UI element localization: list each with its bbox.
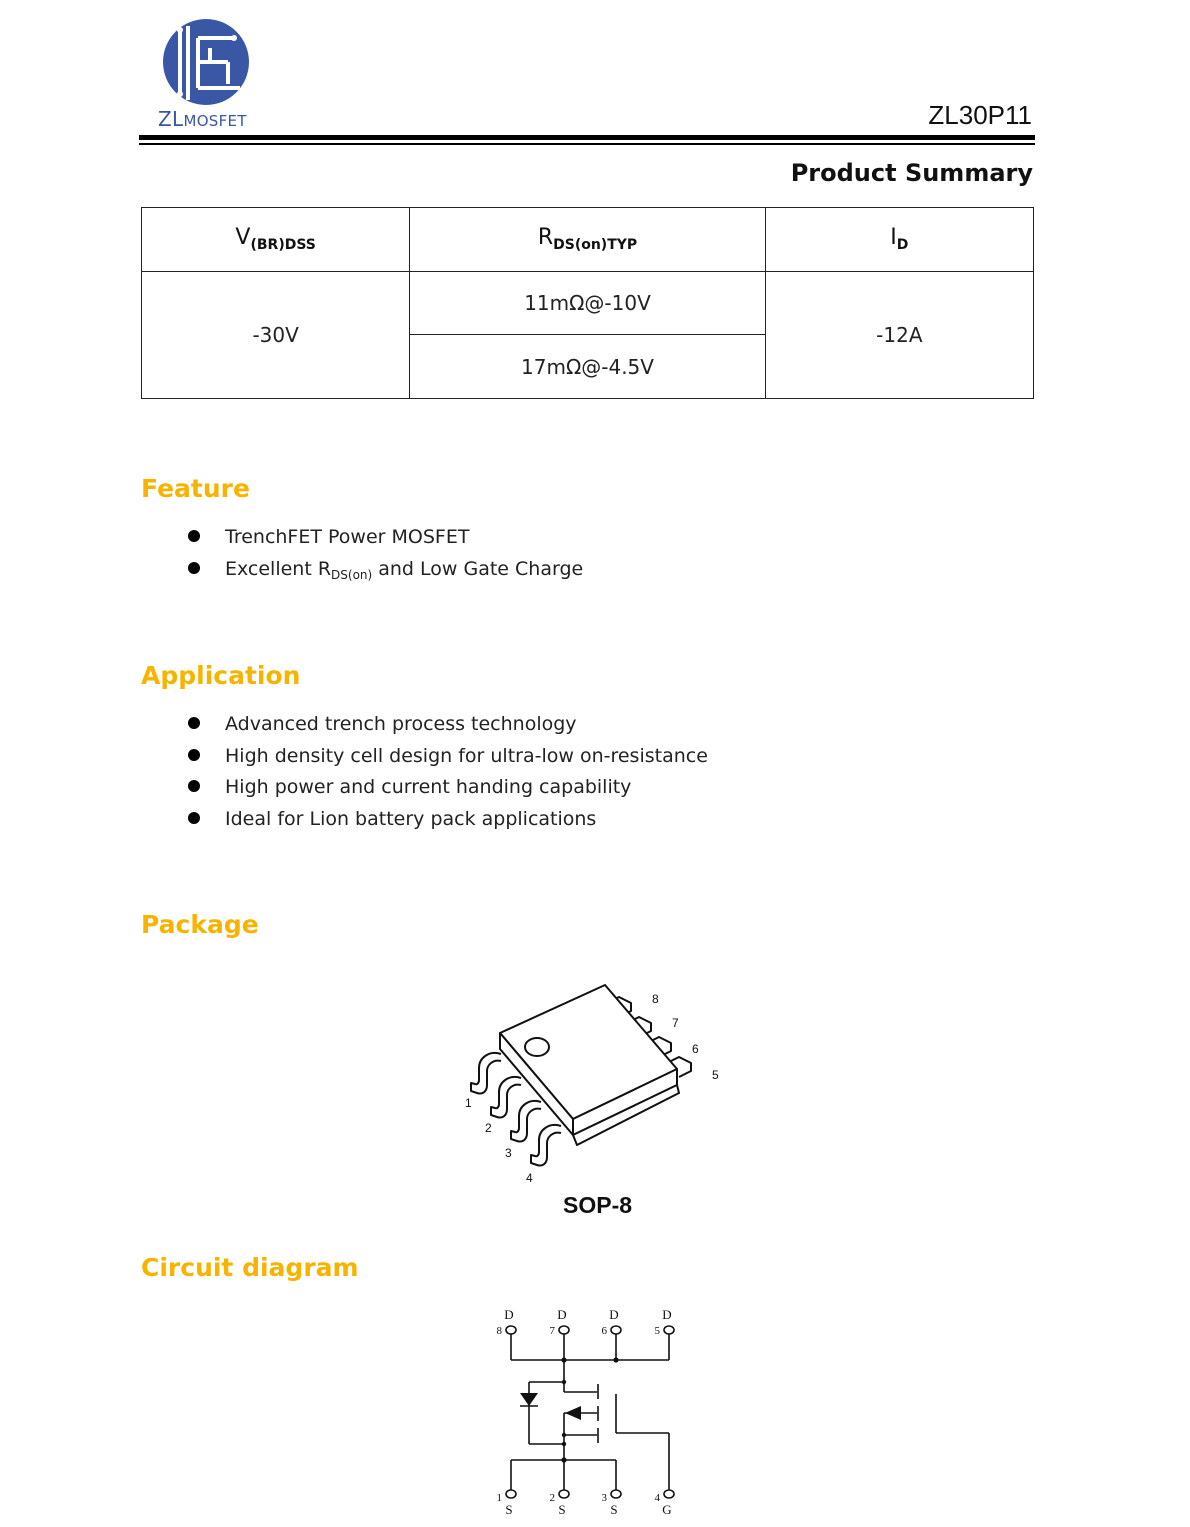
package-heading: Package xyxy=(141,910,259,939)
pin-name: S xyxy=(505,1502,513,1517)
pin-number: 6 xyxy=(601,1325,607,1337)
pin-number: 5 xyxy=(654,1325,660,1337)
bullet-icon xyxy=(188,780,200,792)
pin-label: 8 xyxy=(652,992,659,1006)
feature-list xyxy=(186,525,583,588)
bullet-icon xyxy=(188,717,200,729)
application-heading: Application xyxy=(141,661,301,690)
package-label: SOP-8 xyxy=(563,1192,633,1218)
header-rule-thin xyxy=(139,143,1035,145)
header-id: $I_D$ xyxy=(765,208,1033,272)
product-summary-title: Product Summary xyxy=(790,159,1033,187)
list-item: High density cell design for ultra-low on-resistance xyxy=(186,744,708,776)
pin-name: S xyxy=(558,1502,566,1517)
value-rdson-4v5: 17mΩ@-4.5V xyxy=(410,335,765,399)
header-rdson: $R_{DS(on)TYP}$ xyxy=(410,208,765,272)
pin-label: 7 xyxy=(672,1016,679,1030)
value-vbrdss: -30V xyxy=(142,271,410,398)
pin-number: 3 xyxy=(601,1492,607,1504)
sop8-package-drawing xyxy=(455,975,735,1200)
bullet-icon xyxy=(188,562,200,574)
value-id: -12A xyxy=(765,271,1033,398)
pin-label: 4 xyxy=(526,1171,533,1185)
pin-name: D xyxy=(504,1307,514,1322)
pin-label: 5 xyxy=(712,1068,719,1082)
pin-label: 1 xyxy=(465,1096,472,1110)
pin-name: D xyxy=(609,1307,619,1322)
header-vbrdss: $V_{(BR)DSS}$ xyxy=(142,208,410,272)
circuit-diagram-heading: Circuit diagram xyxy=(141,1253,359,1282)
pin-number: 8 xyxy=(496,1325,502,1337)
product-summary-table xyxy=(141,207,1034,399)
list-item: Advanced trench process technology xyxy=(186,712,708,744)
pin-name: S xyxy=(610,1502,618,1517)
channel-arrow-icon xyxy=(565,1406,581,1420)
list-item: TrenchFET Power MOSFET xyxy=(186,525,583,557)
header-rule-thick xyxy=(139,135,1035,140)
pin-name: G xyxy=(662,1502,672,1517)
feature-heading: Feature xyxy=(141,474,250,503)
pin-label: 3 xyxy=(505,1146,512,1160)
pin-name: D xyxy=(557,1307,567,1322)
application-list xyxy=(186,712,708,838)
pin-number: 1 xyxy=(496,1492,502,1504)
pin-label: 6 xyxy=(692,1042,699,1056)
circuit-schematic xyxy=(485,1300,705,1522)
list-item: High power and current handing capability xyxy=(186,775,708,807)
pin-number: 2 xyxy=(549,1492,555,1504)
list-item: Excellent $R_{DS(on)}$ and Low Gate Charge xyxy=(186,557,583,589)
pin-number: 4 xyxy=(654,1492,660,1504)
logo-wordmark: ZLMOSFET xyxy=(158,107,247,131)
list-item: Ideal for Lion battery pack applications xyxy=(186,807,708,839)
diode-icon xyxy=(520,1393,538,1406)
logo-emblem xyxy=(150,18,270,114)
pin-name: D xyxy=(662,1307,672,1322)
bullet-icon xyxy=(188,749,200,761)
pin-number: 7 xyxy=(549,1325,555,1337)
bullet-icon xyxy=(188,530,200,542)
value-rdson-10v: 11mΩ@-10V xyxy=(410,271,765,335)
bullet-icon xyxy=(188,812,200,824)
pin-label: 2 xyxy=(485,1121,492,1135)
part-number: ZL30P11 xyxy=(928,100,1032,130)
